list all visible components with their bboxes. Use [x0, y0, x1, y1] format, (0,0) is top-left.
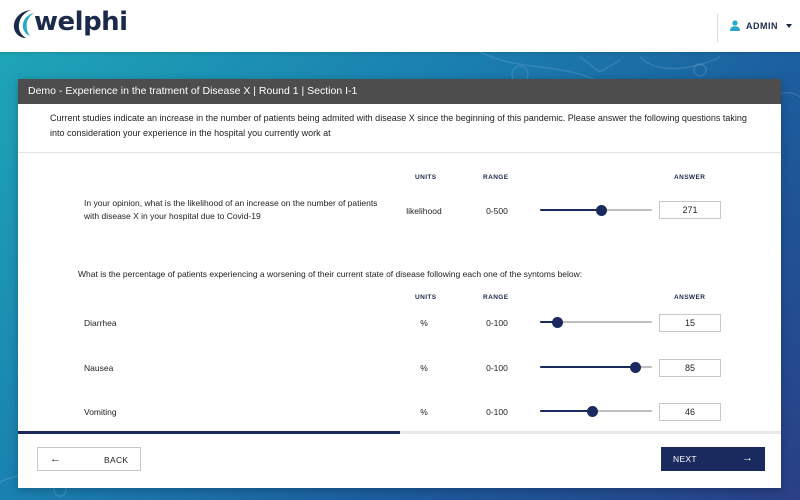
slider-fill — [540, 410, 592, 412]
question-card — [18, 79, 781, 488]
slider-fill — [540, 366, 635, 368]
answer-header: ANSWER — [674, 174, 706, 181]
diarrhea-slider[interactable] — [540, 316, 652, 328]
answer-header: ANSWER — [674, 294, 706, 301]
next-button-label: NEXT — [673, 454, 697, 464]
user-menu[interactable] — [730, 20, 792, 31]
logo-mark-icon — [10, 7, 36, 41]
nausea-slider[interactable] — [540, 361, 652, 373]
symptom-range: 0-100 — [486, 407, 508, 417]
symptom-units: % — [420, 318, 428, 328]
card-intro: Current studies indicate an increase in the number of patients being admited with disease X since the beginning of this pandemic. Please answer the following questions taking into consideration your experience in the hospital you currently work at — [50, 113, 747, 138]
question-1-text: In your opinion, what is the likelihood of an increase on the number of patients with disease X in your hospital due to Covid-19 — [84, 198, 378, 221]
symptom-units: % — [420, 363, 428, 373]
range-header: RANGE — [483, 294, 509, 301]
slider-thumb[interactable] — [587, 406, 598, 417]
arrow-right-icon: → — [742, 452, 753, 464]
chevron-down-icon — [786, 24, 792, 28]
user-icon — [730, 20, 740, 31]
question-1-units: likelihood — [406, 206, 442, 216]
symptom-range: 0-100 — [486, 363, 508, 373]
vomiting-slider[interactable] — [540, 405, 652, 417]
symptom-units: % — [420, 407, 428, 417]
nausea-answer-input[interactable]: 85 — [659, 359, 721, 377]
slider-thumb[interactable] — [552, 317, 563, 328]
range-header: RANGE — [483, 174, 509, 181]
logo-text: welphi — [34, 7, 128, 37]
units-header: UNITS — [415, 294, 437, 301]
arrow-left-icon: ← — [50, 453, 61, 465]
user-name: ADMIN — [746, 20, 778, 31]
question-content — [18, 153, 781, 431]
next-button[interactable] — [661, 447, 765, 471]
slider-fill — [540, 209, 601, 211]
diarrhea-answer-input[interactable]: 15 — [659, 314, 721, 332]
slider-thumb[interactable] — [630, 362, 641, 373]
vomiting-answer-input[interactable]: 46 — [659, 403, 721, 421]
top-bar — [0, 0, 800, 52]
question-1-slider[interactable] — [540, 204, 652, 216]
topbar-divider — [717, 14, 718, 42]
welphi-logo[interactable] — [10, 7, 128, 41]
symptom-label-nausea: Nausea — [84, 363, 114, 373]
symptom-range: 0-100 — [486, 318, 508, 328]
slider-thumb[interactable] — [596, 205, 607, 216]
question-1-range: 0-500 — [486, 206, 508, 216]
symptom-label-diarrhea: Diarrhea — [84, 318, 117, 328]
question-2-text: What is the percentage of patients experiencing a worsening of their current state of disease following each one of the syntoms below: — [78, 269, 583, 279]
symptom-label-vomiting: Vomiting — [84, 407, 117, 417]
card-title: Demo - Experience in the tratment of Disease X | Round 1 | Section I-1 — [18, 79, 781, 104]
question-1-answer-input[interactable]: 271 — [659, 201, 721, 219]
back-button[interactable] — [37, 447, 141, 471]
progress-bar — [18, 431, 781, 434]
back-button-label: BACK — [104, 455, 129, 465]
progress-fill — [18, 431, 400, 434]
units-header: UNITS — [415, 174, 437, 181]
